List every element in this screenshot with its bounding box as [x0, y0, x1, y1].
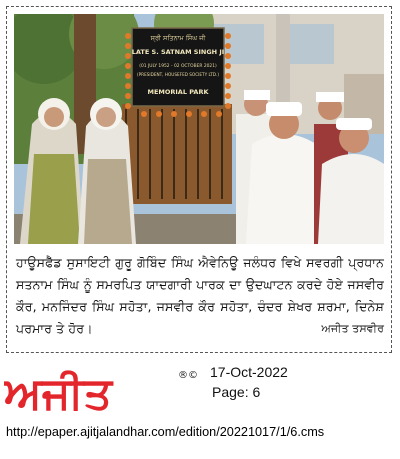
logo-text: ਅਜੀਤ [4, 368, 112, 414]
news-photo [14, 14, 384, 244]
source-url[interactable]: http://epaper.ajitjalandhar.com/edition/20221017/1/6.cms [6, 425, 325, 439]
plaque-name: LATE S. SATNAM SINGH JI [131, 48, 225, 56]
news-caption [16, 252, 384, 340]
ajit-logo [4, 366, 200, 414]
plaque-header: ਸ੍ਰੀ ਸਤਿਨਾਮ ਸਿੰਘ ਜੀ [150, 34, 206, 42]
registered-mark: ®© [178, 370, 198, 381]
caption-text: ਹਾਊਸਫੈੱਡ ਸੁਸਾਇਟੀ ਗੁਰੂ ਗੋਬਿੰਦ ਸਿੰਘ ਐਵੇਨਿਊ ਜਲੰਧਰ ਵਿਖੇ ਸਵਰਗੀ ਪ੍ਰਧਾਨ ਸਤਨਾਮ ਸਿੰਘ ਨੂੰ ਸਮਰਪਿਤ ਯਾਦਗਾਰੀ ਪਾਰਕ ਦਾ ਉਦਘਾਟਨ ਕਰਦੇ ਹੋਏ ਜਸਵੀਰ ਕੌਰ, ਮਨਜਿੰਦਰ ਸਿੰਘ ਸਹੋਤਾ, ਜਸਵੀਰ ਕੌਰ ਸਹੋਤਾ, ਚੰਦਰ ਸ਼ੇਖਰ ਸ਼ਰਮਾ, ਦਿਨੇਸ਼ ਪਰਮਾਰ ਤੇ ਹੋਰ। [16, 255, 384, 336]
plaque-role: (PRESIDENT, HOUSEFED SOCIETY LTD.) [137, 72, 219, 77]
edition-page: Page: 6 [212, 384, 261, 400]
photo-credit: ਅਜੀਤ ਤਸਵੀਰ [317, 318, 384, 340]
plaque-park: MEMORIAL PARK [147, 88, 209, 96]
plaque-dates: (01 JULY 1952 - 02 OCTOBER 2021) [139, 64, 217, 69]
edition-date: 17-Oct-2022 [210, 364, 288, 380]
